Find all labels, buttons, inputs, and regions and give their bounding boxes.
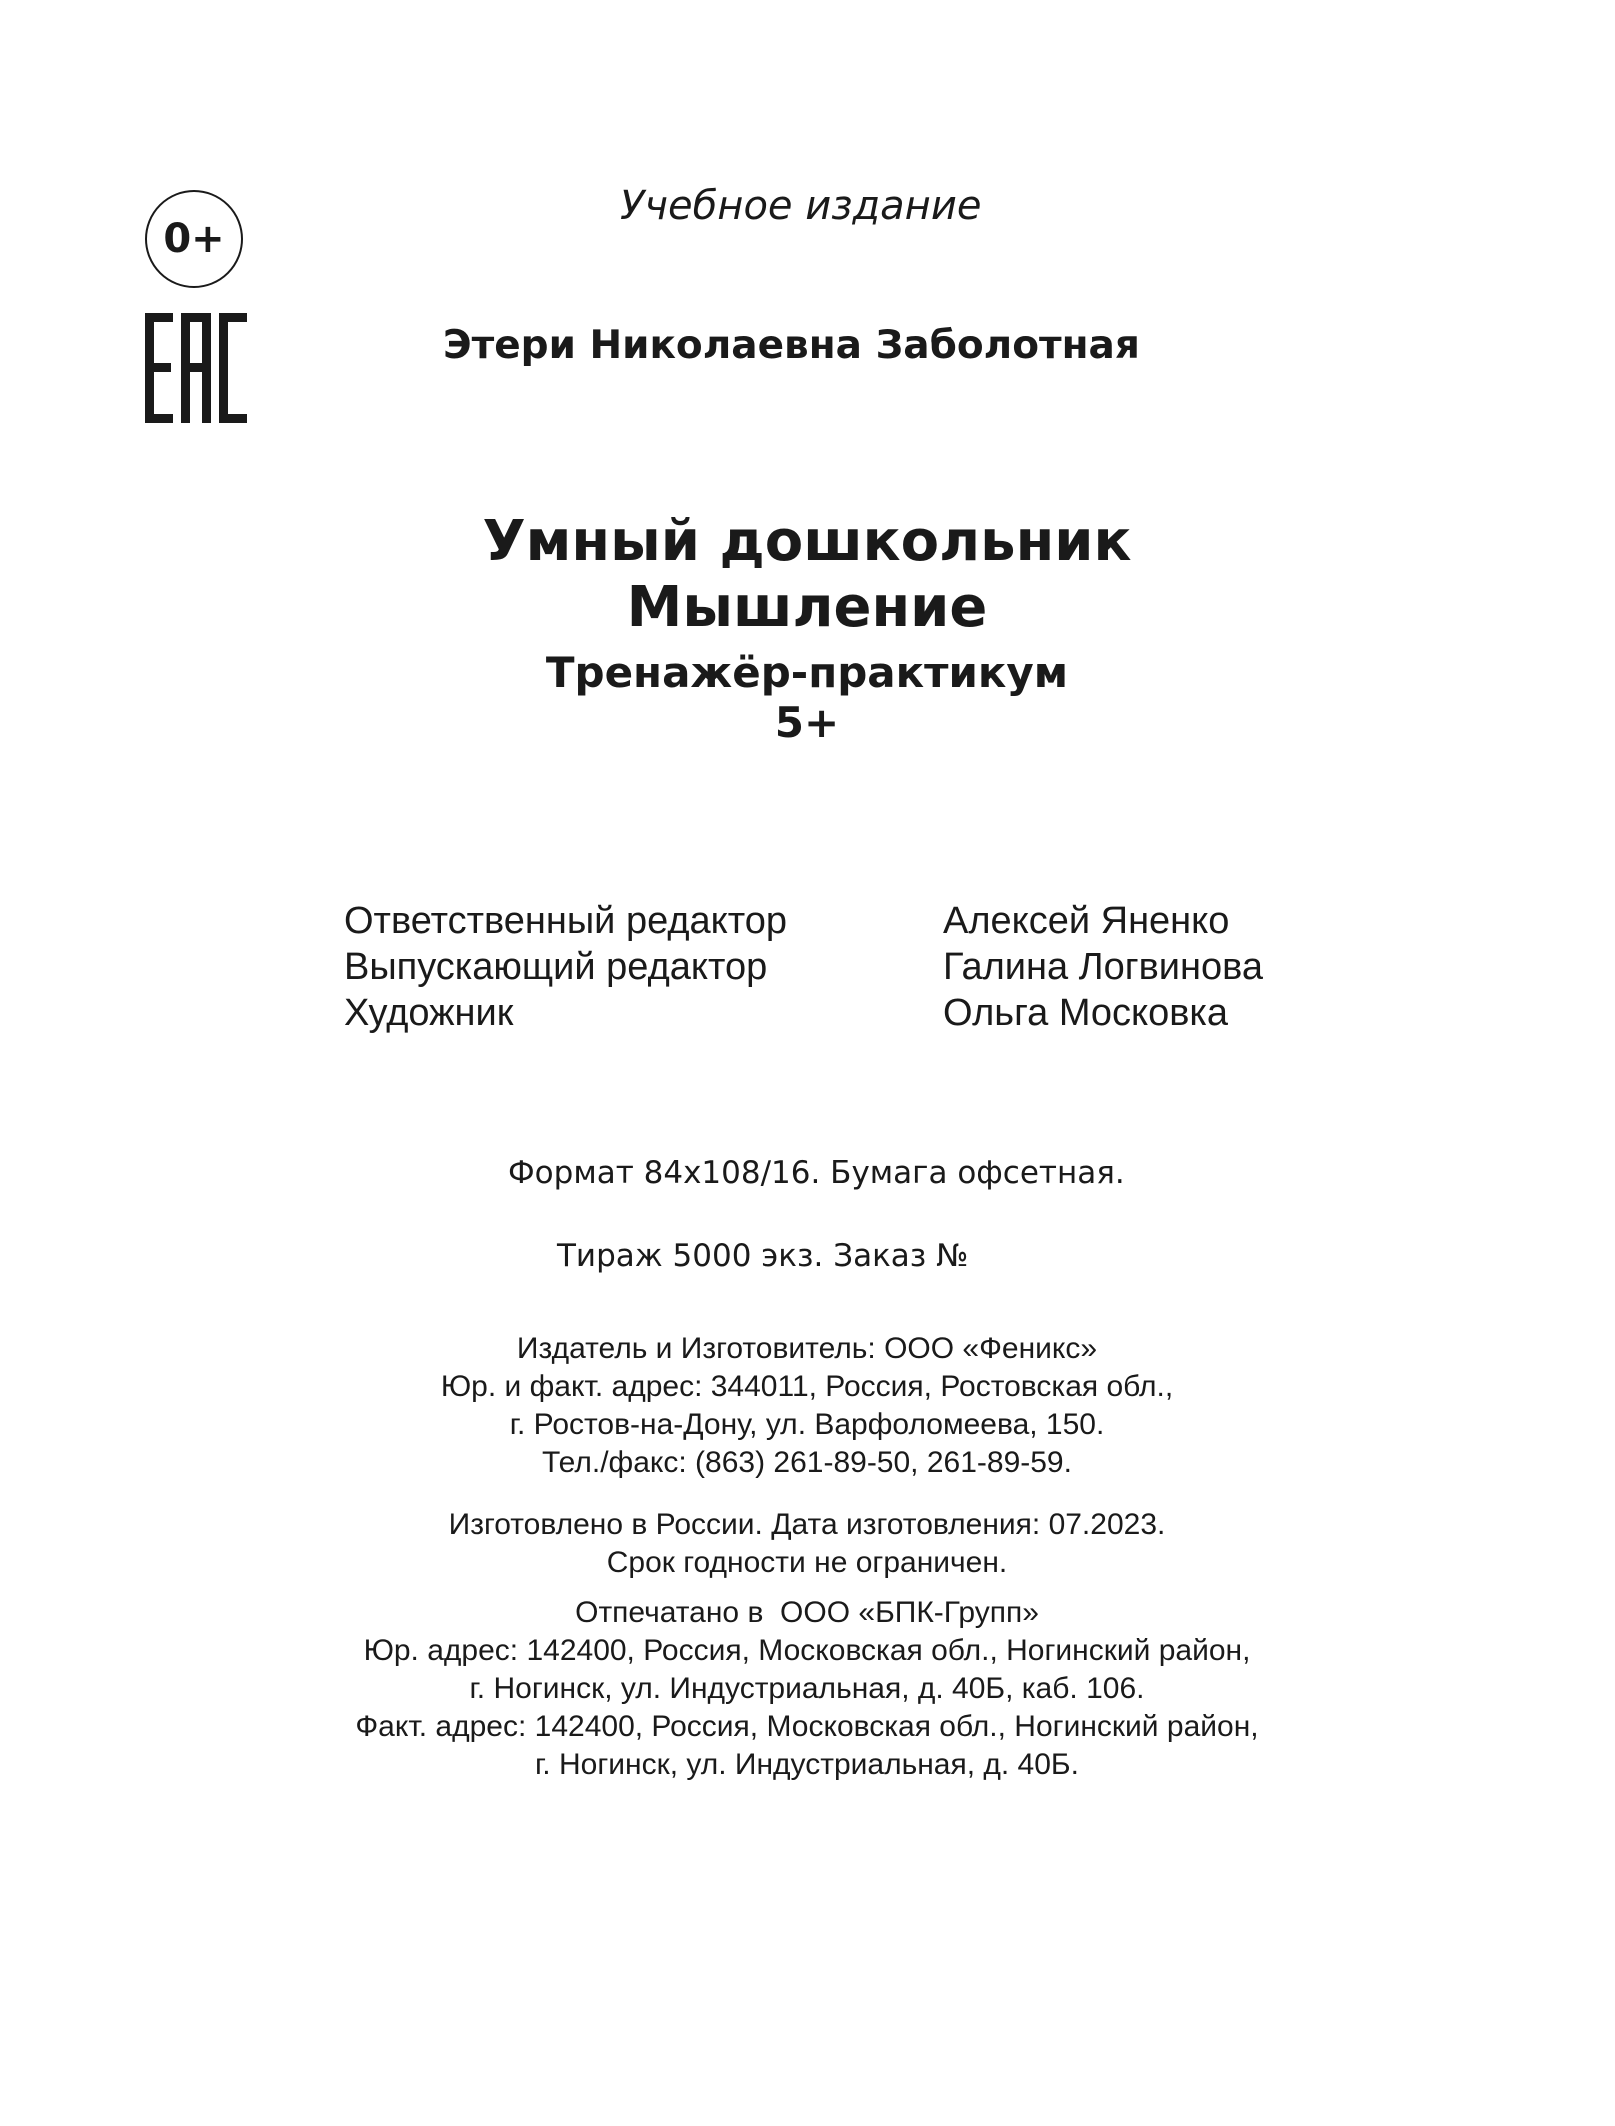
manufacture-line: Изготовлено в России. Дата изготовления: 07.2023. xyxy=(448,1508,1166,1541)
age-rating-badge xyxy=(145,190,243,288)
publisher-line: г. Ростов-на-Дону, ул. Варфоломеева, 150. xyxy=(509,1408,1105,1441)
book-age-group: 5+ xyxy=(774,698,840,747)
printer-line: Факт. адрес: 142400, Россия, Московская обл., Ногинский район, xyxy=(355,1710,1259,1743)
printer-line: г. Ногинск, ул. Индустриальная, д. 40Б, каб. 106. xyxy=(469,1672,1145,1705)
title-line-2: Мышление xyxy=(626,575,988,640)
manufacture-line: Срок годности не ограничен. xyxy=(606,1546,1008,1579)
credit-role-3: Художник xyxy=(344,992,514,1034)
edition-type: Учебное издание xyxy=(620,183,982,229)
printer-info xyxy=(307,1594,1307,1784)
credit-name-1: Алексей Яненко xyxy=(943,900,1230,942)
credit-name-2: Галина Логвинова xyxy=(943,946,1264,988)
manufacture-info xyxy=(307,1506,1307,1582)
credit-role-2: Выпускающий редактор xyxy=(344,946,768,988)
printer-line: г. Ногинск, ул. Индустриальная, д. 40Б. xyxy=(535,1748,1079,1781)
printer-line: Отпечатано в ООО «БПК-Групп» xyxy=(575,1596,1039,1629)
publisher-line: Тел./факс: (863) 261-89-50, 261-89-59. xyxy=(542,1446,1072,1479)
credit-name-3: Ольга Московка xyxy=(943,992,1228,1034)
publisher-line: Юр. и факт. адрес: 344011, Россия, Ростовская обл., xyxy=(440,1370,1174,1403)
printer-line: Юр. адрес: 142400, Россия, Московская обл., Ногинский район, xyxy=(363,1634,1251,1667)
book-subtitle: Тренажёр-практикум xyxy=(545,648,1069,697)
publisher-line: Издатель и Изготовитель: ООО «Феникс» xyxy=(516,1332,1098,1365)
book-subtitle-block xyxy=(307,648,1307,748)
publisher-info xyxy=(307,1330,1307,1482)
author-name: Этери Николаевна Заболотная xyxy=(443,323,1140,368)
book-title xyxy=(307,509,1307,641)
print-circulation: Тираж 5000 экз. Заказ № xyxy=(557,1238,969,1274)
print-format: Формат 84х108/16. Бумага офсетная. xyxy=(508,1155,1125,1191)
credit-role-1: Ответственный редактор xyxy=(344,900,787,942)
eac-certification-icon xyxy=(145,313,255,423)
age-rating-text: 0+ xyxy=(163,216,225,262)
title-line-1: Умный дошкольник xyxy=(482,509,1132,574)
